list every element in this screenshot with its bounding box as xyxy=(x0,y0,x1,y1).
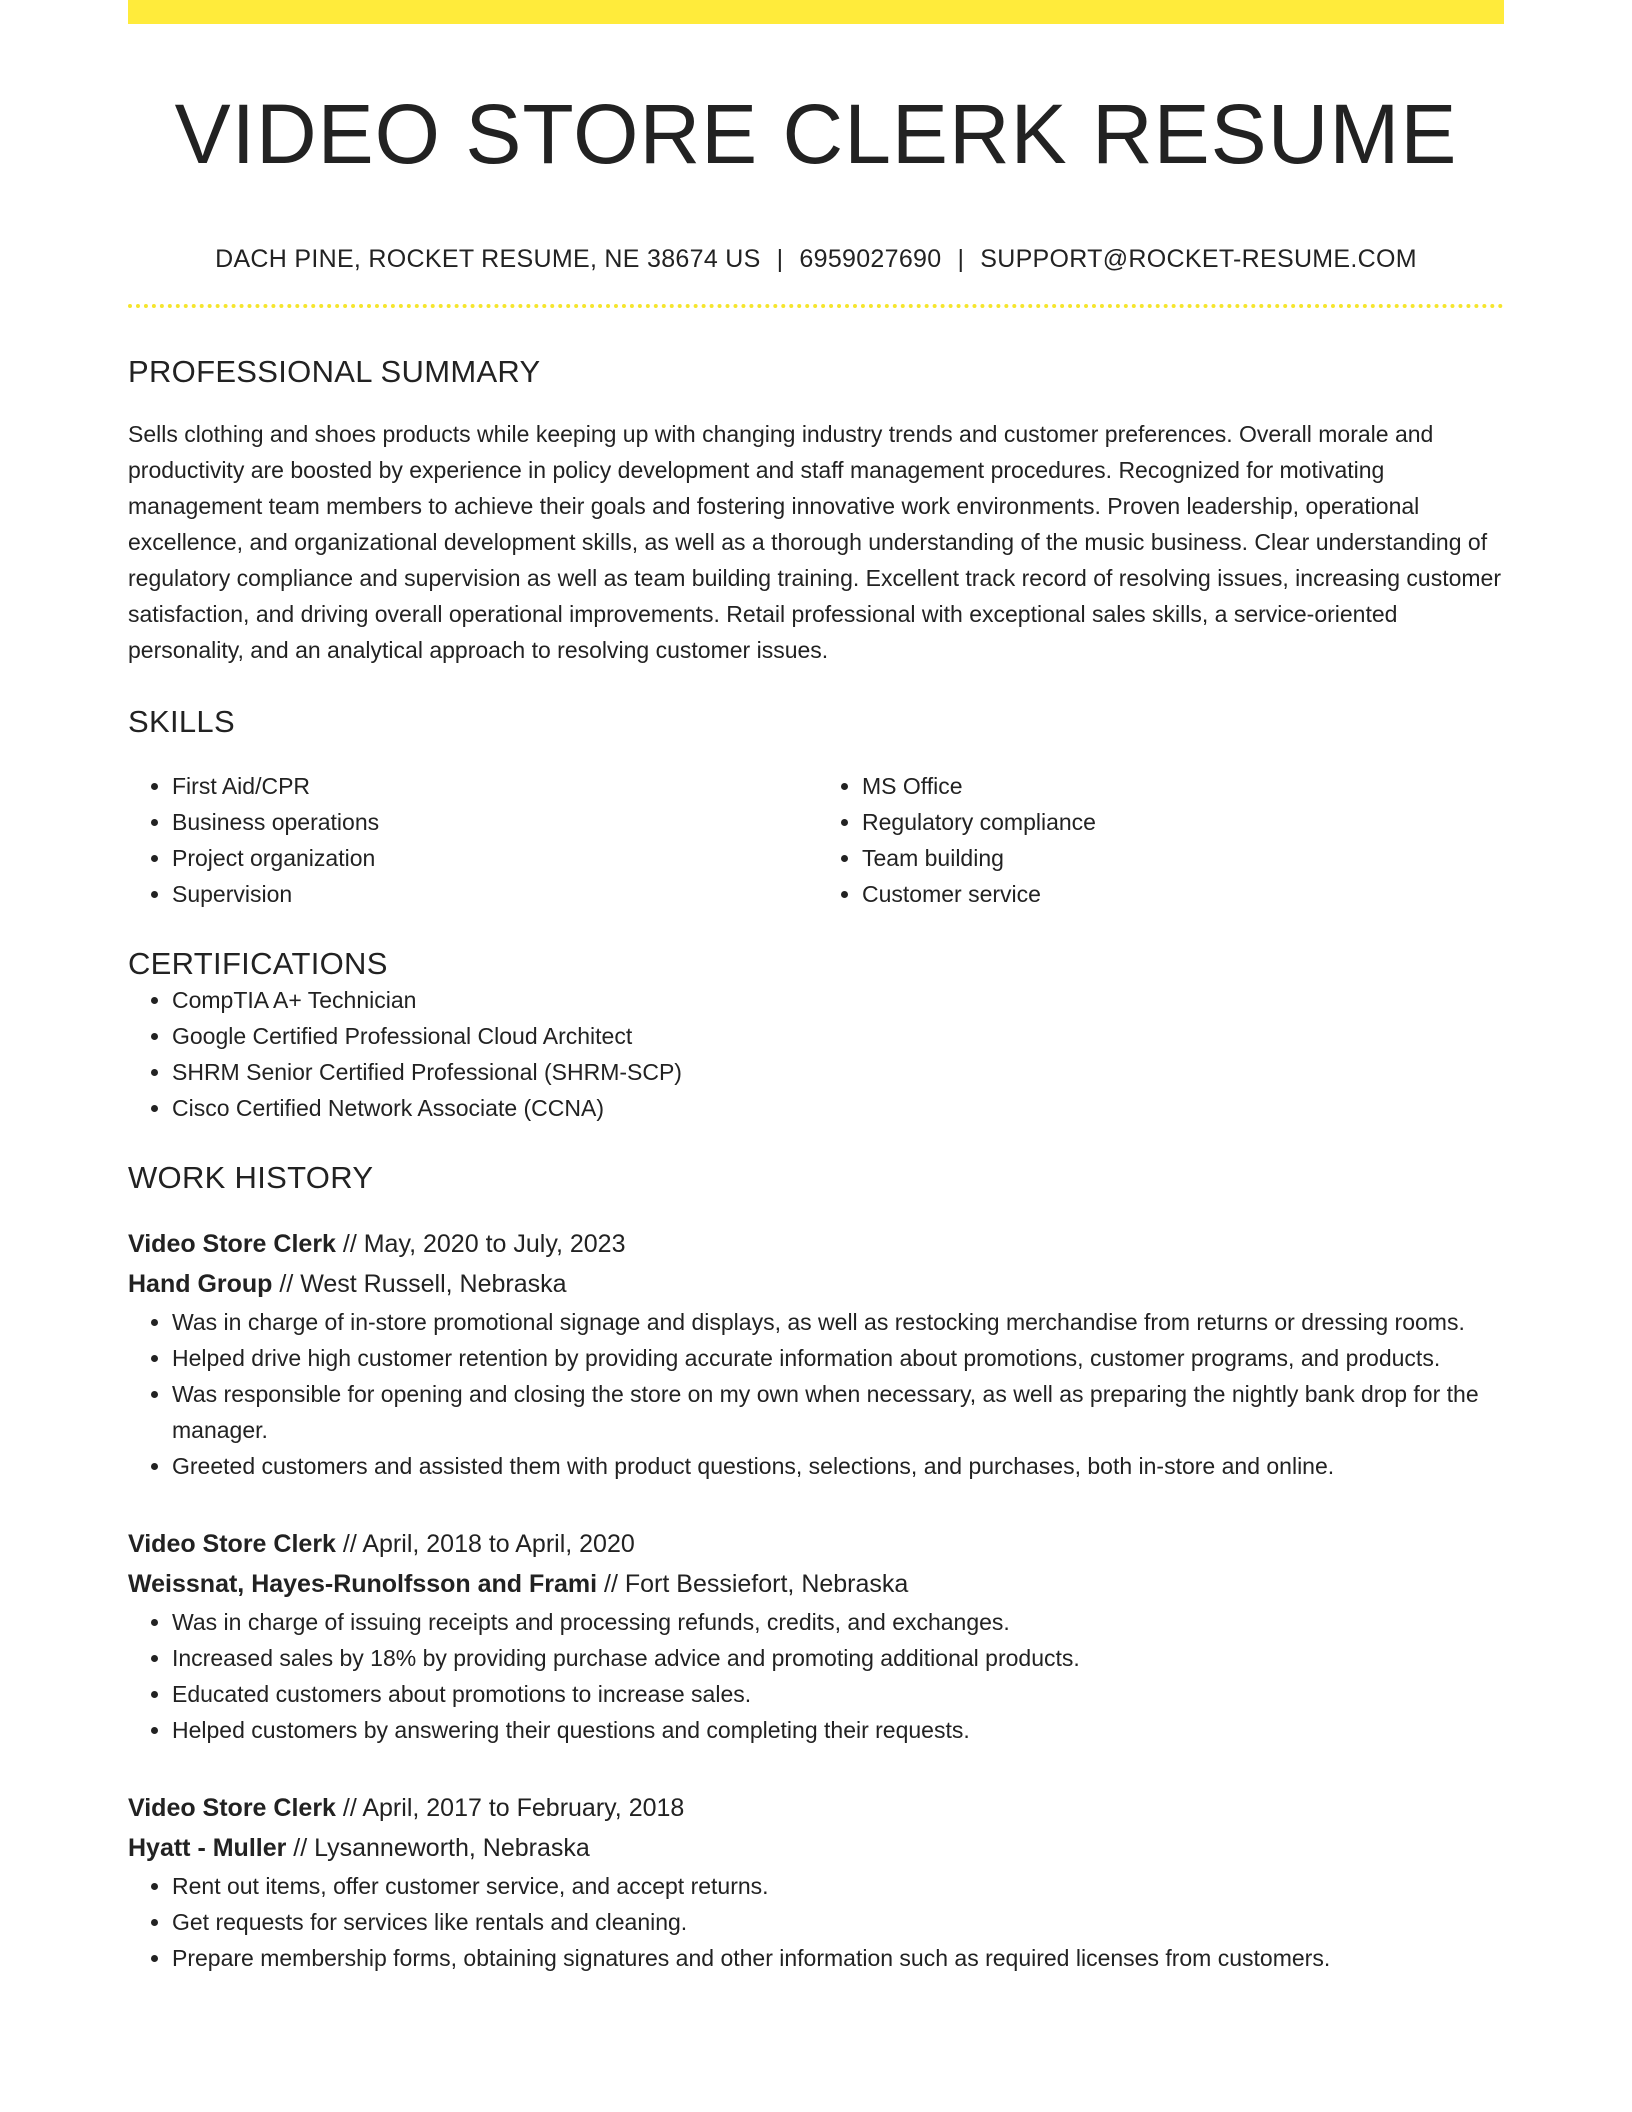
job-company: Hand Group xyxy=(128,1269,273,1298)
job-title-line xyxy=(128,1524,1504,1564)
job-duty: • Educated customers about promotions to increase sales. xyxy=(172,1676,1504,1712)
job-entry xyxy=(128,1788,1504,1976)
job-title: Video Store Clerk xyxy=(128,1529,336,1558)
job-duties-list xyxy=(128,1304,1504,1484)
contact-address: DACH PINE, ROCKET RESUME, NE 38674 US xyxy=(215,244,761,273)
skills-column-left xyxy=(128,768,816,912)
resume-title: VIDEO STORE CLERK RESUME xyxy=(174,87,1458,181)
skill-item: • Business operations xyxy=(172,804,816,840)
summary-heading: PROFESSIONAL SUMMARY xyxy=(128,353,541,389)
job-duty: • Increased sales by 18% by providing purchase advice and promoting additional products. xyxy=(172,1640,1504,1676)
job-entry xyxy=(128,1224,1504,1484)
skill-item: • MS Office xyxy=(862,768,1504,804)
certifications-heading: CERTIFICATIONS xyxy=(128,945,388,981)
skills-heading: SKILLS xyxy=(128,703,235,739)
job-duty: • Rent out items, offer customer service, and accept returns. xyxy=(172,1868,1504,1904)
job-entry xyxy=(128,1524,1504,1748)
job-duty: • Was responsible for opening and closing the store on my own when necessary, as well as preparing the nightly bank drop for the manager. xyxy=(172,1376,1504,1448)
accent-bar xyxy=(128,0,1504,24)
skill-item: • Team building xyxy=(862,840,1504,876)
contact-line xyxy=(128,245,1504,274)
summary-text: Sells clothing and shoes products while keeping up with changing industry trends and customer preferences. Overall morale and productivity are boosted by experience in policy development and staff management procedures. Recognized for motivating management team members to achieve their goals and fostering innovative work environments. Proven leadership, operational excellence, and organizational development skills, as well as a thorough understanding of the music business. Clear understanding of regulatory compliance and supervision as well as team building training. Excellent track record of resolving issues, increasing customer satisfaction, and driving overall operational improvements. Retail professional with exceptional sales skills, a service-oriented personality, and an analytical approach to resolving customer issues. xyxy=(128,420,1501,663)
job-dates: // April, 2018 to April, 2020 xyxy=(335,1529,635,1558)
skill-item: • Regulatory compliance xyxy=(862,804,1504,840)
job-duty: • Greeted customers and assisted them with product questions, selections, and purchases, both in-store and online. xyxy=(172,1448,1504,1484)
job-duty: • Get requests for services like rentals and cleaning. xyxy=(172,1904,1504,1940)
job-title-line xyxy=(128,1224,1504,1264)
job-duty: • Was in charge of issuing receipts and processing refunds, credits, and exchanges. xyxy=(172,1604,1504,1640)
job-location: // West Russell, Nebraska xyxy=(272,1269,567,1298)
job-company: Weissnat, Hayes-Runolfsson and Frami xyxy=(128,1569,598,1598)
certification-item: • CompTIA A+ Technician xyxy=(172,982,1504,1018)
skills-list-right xyxy=(816,768,1504,912)
job-duty: • Helped customers by answering their questions and completing their requests. xyxy=(172,1712,1504,1748)
job-company-line xyxy=(128,1564,1504,1604)
resume-page xyxy=(128,0,1504,1976)
certifications-list xyxy=(128,982,1504,1126)
job-title: Video Store Clerk xyxy=(128,1793,336,1822)
job-duties-list xyxy=(128,1604,1504,1748)
job-duties-list xyxy=(128,1868,1504,1976)
job-duty: • Was in charge of in-store promotional signage and displays, as well as restocking merchandise from returns or dressing rooms. xyxy=(172,1304,1504,1340)
job-duty: • Prepare membership forms, obtaining signatures and other information such as required licenses from customers. xyxy=(172,1940,1504,1976)
work-history-heading: WORK HISTORY xyxy=(128,1159,374,1195)
job-company-line xyxy=(128,1264,1504,1304)
contact-separator: | xyxy=(776,244,784,273)
job-dates: // May, 2020 to July, 2023 xyxy=(335,1229,626,1258)
skills-grid xyxy=(128,768,1504,912)
skill-item: • Customer service xyxy=(862,876,1504,912)
job-company-line xyxy=(128,1828,1504,1868)
certification-item: • Google Certified Professional Cloud Architect xyxy=(172,1018,1504,1054)
job-duty: • Helped drive high customer retention by providing accurate information about promotions, customer programs, and products. xyxy=(172,1340,1504,1376)
certification-item: • SHRM Senior Certified Professional (SHRM-SCP) xyxy=(172,1054,1504,1090)
job-location: // Fort Bessiefort, Nebraska xyxy=(597,1569,909,1598)
skill-item: • First Aid/CPR xyxy=(172,768,816,804)
contact-separator: | xyxy=(957,244,965,273)
certification-item: • Cisco Certified Network Associate (CCNA) xyxy=(172,1090,1504,1126)
contact-phone: 6959027690 xyxy=(799,244,942,273)
header-divider xyxy=(128,304,1504,308)
job-company: Hyatt - Muller xyxy=(128,1833,287,1862)
contact-email: SUPPORT@ROCKET-RESUME.COM xyxy=(980,244,1417,273)
skills-column-right xyxy=(816,768,1504,912)
job-title-line xyxy=(128,1788,1504,1828)
job-title: Video Store Clerk xyxy=(128,1229,336,1258)
job-dates: // April, 2017 to February, 2018 xyxy=(335,1793,685,1822)
skill-item: • Project organization xyxy=(172,840,816,876)
job-location: // Lysanneworth, Nebraska xyxy=(286,1833,590,1862)
skill-item: • Supervision xyxy=(172,876,816,912)
skills-list-left xyxy=(128,768,816,912)
